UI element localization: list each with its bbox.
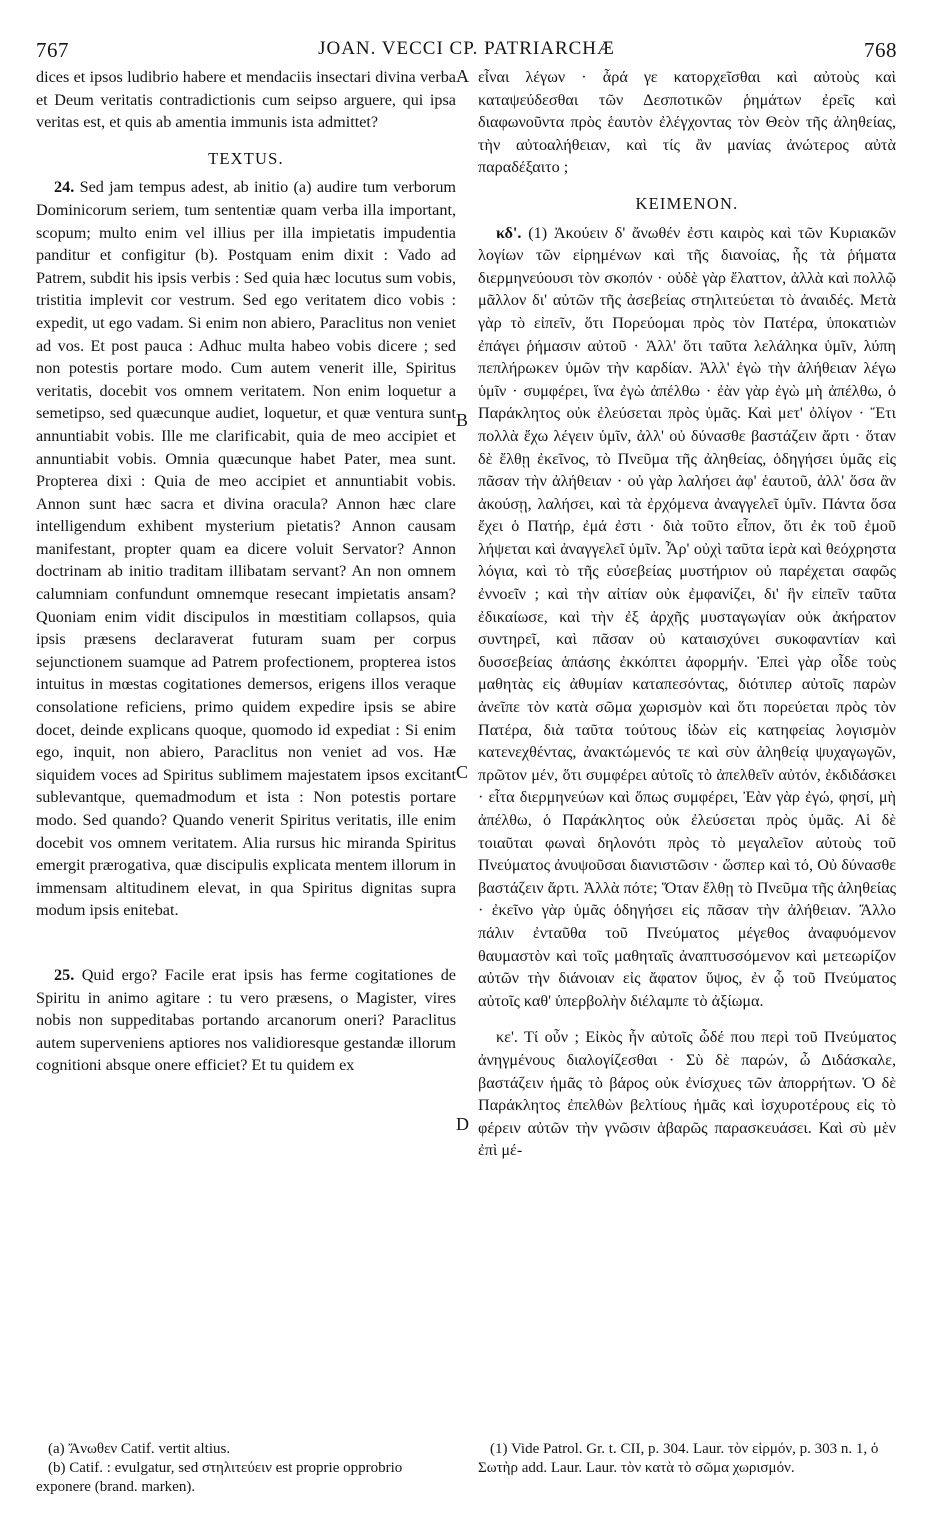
paragraph-number: κε'. xyxy=(496,1028,518,1047)
margin-letter-c: C xyxy=(456,762,469,782)
greek-intro: εἶναι λέγων · ἆρά γε κατορχεῖσθαι καὶ αὐτοὺς καὶ καταψεύδεσθαι τῶν Δεσποτικῶν ῥημάτων ἐρεῖς καὶ διαφωνοῦντα πρὸς ἑαυτὸν ἐλέγχοντας τὸν Θεὸν τῆς ἀληθείας, τὴν αὐτοαλήθειαν, καὶ τίς ἂν μανίας ἀνώτερος αὐτὰ παραδέξαιτο ; xyxy=(478,68,896,177)
paragraph-text: Quid ergo? Facile erat ipsis has ferme cogitationes de Spiritu in animo agitare : tu vero præsens, o Magister, vires nobis non suppeditabas portando arcanorum oneri? Paraclitus autem superveniens aptiores nos validioresque gestandæ illorum cognitioni absque onere efficiet? Et tu quidem ex xyxy=(36,965,456,1075)
greek-column xyxy=(478,66,896,1162)
margin-letter-b: B xyxy=(456,410,469,430)
greek-footnotes xyxy=(478,1440,896,1478)
footnote-a: (a) Ἄνωθεν Catif. vertit altius. xyxy=(48,1441,231,1457)
paragraph-number: κδ'. xyxy=(496,223,522,242)
latin-intro: dices et ipsos ludibrio habere et mendaciis insectari divina verba et Deum veritatis contradictionis cum seipso arguere, qui ipsa veritas est, et quis ab amentia immunis ista admittet? xyxy=(36,68,456,132)
latin-heading: TEXTUS. xyxy=(208,148,284,168)
paragraph-number: 25. xyxy=(54,965,75,984)
margin-letter-d: D xyxy=(456,1114,469,1134)
page-number-left: 767 xyxy=(36,38,69,62)
margin-letter-a: A xyxy=(456,66,469,86)
running-title: JOAN. VECCI CP. PATRIARCHÆ xyxy=(318,38,615,59)
paragraph-text: Sed jam tempus adest, ab initio (a) audire tum verborum Dominicorum seriem, tum sententiæ quam verba illa important, scopum; multo enim vel illius per illa impietatis impudentia panditur et configitur (b). Postquam enim dixit : Vado ad Patrem, subdit his ipsis verbis : Sed quia hæc locutus sum vobis, tristitia implevit cor vestrum. Sed ego veritatem dico vobis : expedit, ut ego vadam. Si enim non abiero, Paraclitus non veniet ad vos. Et post pauca : Adhuc multa habeo vobis dicere ; sed non potestis portare modo. Cum autem venerit ille, Spiritus veritatis, docebit vos omnem veritatem. Non enim loquetur a semetipso, sed quæcunque audiet, loquetur, et quæ ventura sunt annuntiabit vobis. Ille me clarificabit, quia de meo accipiet et annuntiabit vobis. Omnia quæcunque habet Pater, mea sunt. Propterea dixi : Quia de meo accipiet et annuntiabit vobis. Annon sunt hæc sacra et divina oracula? Annon hæc clare intelligendum exhibent mysterium pietatis? Annon causam manifestant, propter quam ea dicere voluit Servator? Annon doctrinam ab initio traditam illibatam servant? An non omnem calumniam confundunt omnemque resecant impietatis ansam? Quoniam enim vidit discipulos in mœstitiam collapsos, quia ipsis præsens declaraverat futuram suam per corpus sejunctionem suamque ad Patrem profectionem, propterea istos intuitus in mœstas cogitationes demersos, erigens illos veraque consolatione reficiens, primo quidem expedire ipsis se abire docet, deinde explicans quoque, quomodo id expediat : Si enim ego, inquit, non abiero, Paraclitus non veniet ad vos. Hæ siquidem voces ad Spiritus sublimem majestatem ipsos excitant sublevantque, quemadmodum et ista : Non potestis portare modo. Sed quando? Quando venerit Spiritus veritatis, ille enim docebit vos omnem veritatem. Alia rursus hic miranda Spiritus emergit prærogativa, quæ discipulis explicata mentem illorum in immensam altitudinem elevat, in qua Spiritus dignitas supra modum ipsis enitebat. xyxy=(36,178,457,920)
footnote-b: (b) Catif. : evulgatur, sed στηλιτεύειν est proprie opprobrio exponere (brand. marken). xyxy=(36,1460,403,1495)
greek-heading: ΚΕΙΜΕΝΟΝ. xyxy=(635,193,739,213)
latin-paragraph-24 xyxy=(36,176,456,922)
page-number-right: 768 xyxy=(864,38,897,62)
latin-column xyxy=(36,66,456,1077)
paragraph-text: Τί οὖν ; Εἰκὸς ἦν αὐτοῖς ὧδέ που περὶ τοῦ Πνεύματος ἀνηγμένους διαλογίζεσθαι · Σὺ δὲ παρών, ὦ Διδάσκαλε, βαστάζειν ἡμᾶς τὸ βάρος οὐκ ἐνίσχυες τῶν ἀπορρήτων. Ὁ δὲ Παράκλητος ἐπελθὼν βελτίους ἡμᾶς καὶ ἰσχυροτέρους εἰς τὸ φέρειν αὐτῶν τὴν γνῶσιν ἀβαρῶς παρασκευάσει. Καὶ σὺ μὲν ἐπὶ μέ- xyxy=(478,1028,896,1160)
footnote-1: (1) Vide Patrol. Gr. t. CII, p. 304. Laur. τὸν εἱρμόν, p. 303 n. 1, ὁ Σωτὴρ add. Laur. Laur. τὸν κατὰ τὸ σῶμα χωρισμόν. xyxy=(478,1441,879,1476)
latin-paragraph-25 xyxy=(36,964,456,1077)
greek-paragraph-25 xyxy=(478,1026,896,1162)
paragraph-number: 24. xyxy=(54,178,75,197)
page-header xyxy=(36,38,897,64)
paragraph-text: (1) Ἀκούειν δ' ἄνωθέν ἐστι καιρὸς καὶ τῶν Κυριακῶν λογίων τῶν εἰρημένων καὶ τῆς διανοίας, ἧς τὰ ῥήματα διερμηνεύουσι τὸν σκοπόν · οὐδὲ γὰρ ἔλαττον, ἀλλὰ καὶ πολλῷ μᾶλλον δι' αὐτῶν τῆς ἀσεβείας στηλιτεύεται τὸ ἀναιδές. Μετὰ γὰρ τὸ εἰπεῖν, ὅτι Πορεύομαι πρὸς τὸν Πατέρα, ὑποκατιὼν ἐπάγει ῥήμασιν αὐτοῦ · Ἀλλ' ὅτι ταῦτα λελάληκα ὑμῖν, λύπη πεπλήρωκεν ὑμῶν τὴν καρδίαν. Ἀλλ' ἐγὼ τὴν ἀλήθειαν λέγω ὑμῖν · συμφέρει, ἵνα ἐγὼ ἀπέλθω · ἐὰν γὰρ ἐγὼ μὴ ἀπέλθω, ὁ Παράκλητος οὐκ ἐλεύσεται πρὸς ὑμᾶς. Καὶ μετ' ὀλίγον · Ἔτι πολλὰ ἔχω λέγειν ὑμῖν, ἀλλ' οὐ δύνασθε βαστάζειν ἄρτι · ὅταν δὲ ἔλθῃ ἐκεῖνος, τὸ Πνεῦμα τῆς ἀληθείας, ὁδηγήσει ὑμᾶς εἰς πᾶσαν τὴν ἀλήθειαν · οὐ γὰρ λαλήσει ἀφ' ἑαυτοῦ, ἀλλ' ὅσα ἂν ἀκούσῃ, λαλήσει, καὶ τὰ ἐρχόμενα ἀναγγελεῖ ὑμῖν. Πάντα ὅσα ἔχει ὁ Πατήρ, ἐμά ἐστι · διὰ τοῦτο εἶπον, ὅτι ἐκ τοῦ ἐμοῦ λήψεται καὶ ἀναγγελεῖ ὑμῖν. Ἆρ' οὐχὶ ταῦτα ἱερὰ καὶ θεόχρηστα λόγια, καὶ τὸ τῆς εὐσεβείας μυστήριον οὐ παρέχεται σαφῶς ἐννοεῖν ; καὶ τὴν αἰτίαν οὐκ ἐμφανίζει, δι' ἣν εἰπεῖν ταῦτα ἐδικαίωσε, καὶ τὴν ἐξ ἀρχῆς μυσταγωγίαν οὐκ ἀκήρατον συντηρεῖ, καὶ πᾶσαν οὐ καταισχύνει συκοφαντίαν καὶ δυσσεβείας ἁπάσης ἐκκόπτει ἀφορμήν. Ἐπεὶ γὰρ οἶδε τοὺς μαθητὰς εἰς ἀθυμίαν καταπεσόντας, διότιπερ αὐτοῖς παρὼν ἀνεῖπε τὸν κατὰ σῶμα χωρισμὸν καὶ ὅτι πορεύεται πρὸς τὸν Πατέρα, διὰ ταῦτα τούτους ἰδὼν εἰς κατηφείας λογισμὸν κατενεχθέντας, ἀνακτώμενός τε καὶ σὺν ἀληθείᾳ ψυχαγωγῶν, πρῶτον μέν, ὅτι συμφέρει αὐτοῖς τὸ ἀπελθεῖν αὐτόν, ἐκδιδάσκει · εἶτα διερμηνεύων καὶ ὅπως συμφέρει, Ἐὰν γὰρ ἐγώ, φησί, μὴ ἀπέλθω, ὁ Παράκλητος οὐκ ἐλεύσεται πρὸς ὑμᾶς. Αἱ δὲ τοιαῦται φωναὶ δηλονότι πρὸς τὸ μεγαλεῖον αὐτοὺς τοῦ Πνεύματος ἀνυψοῦσαι διανιστῶσιν · ὥσπερ καὶ τό, Οὐ δύνασθε βαστάζειν ἄρτι. Ἀλλὰ πότε; Ὅταν ἔλθῃ τὸ Πνεῦμα τῆς ἀληθείας · ἐκεῖνο γὰρ ὑμᾶς ὁδηγήσει εἰς πᾶσαν τὴν ἀλήθειαν. Ἄλλο πάλιν ἐνταῦθα τοῦ Πνεύματος μέγεθος ἀναφυόμενον θαυμαστὸν καὶ τοῖς μαθηταῖς ἀναπτυσσόμενον καὶ μετεωρίζον αὐτῶν τὴν διάνοιαν εἰς ἄφατον ὕψος, ἐν ᾧ τοῦ Πνεύματος αὐτοῖς καθ' ὑπερβολὴν διέλαμπε τὸ ἀξίωμα. xyxy=(478,223,897,1010)
greek-paragraph-24 xyxy=(478,222,896,1013)
latin-footnotes xyxy=(36,1440,456,1497)
